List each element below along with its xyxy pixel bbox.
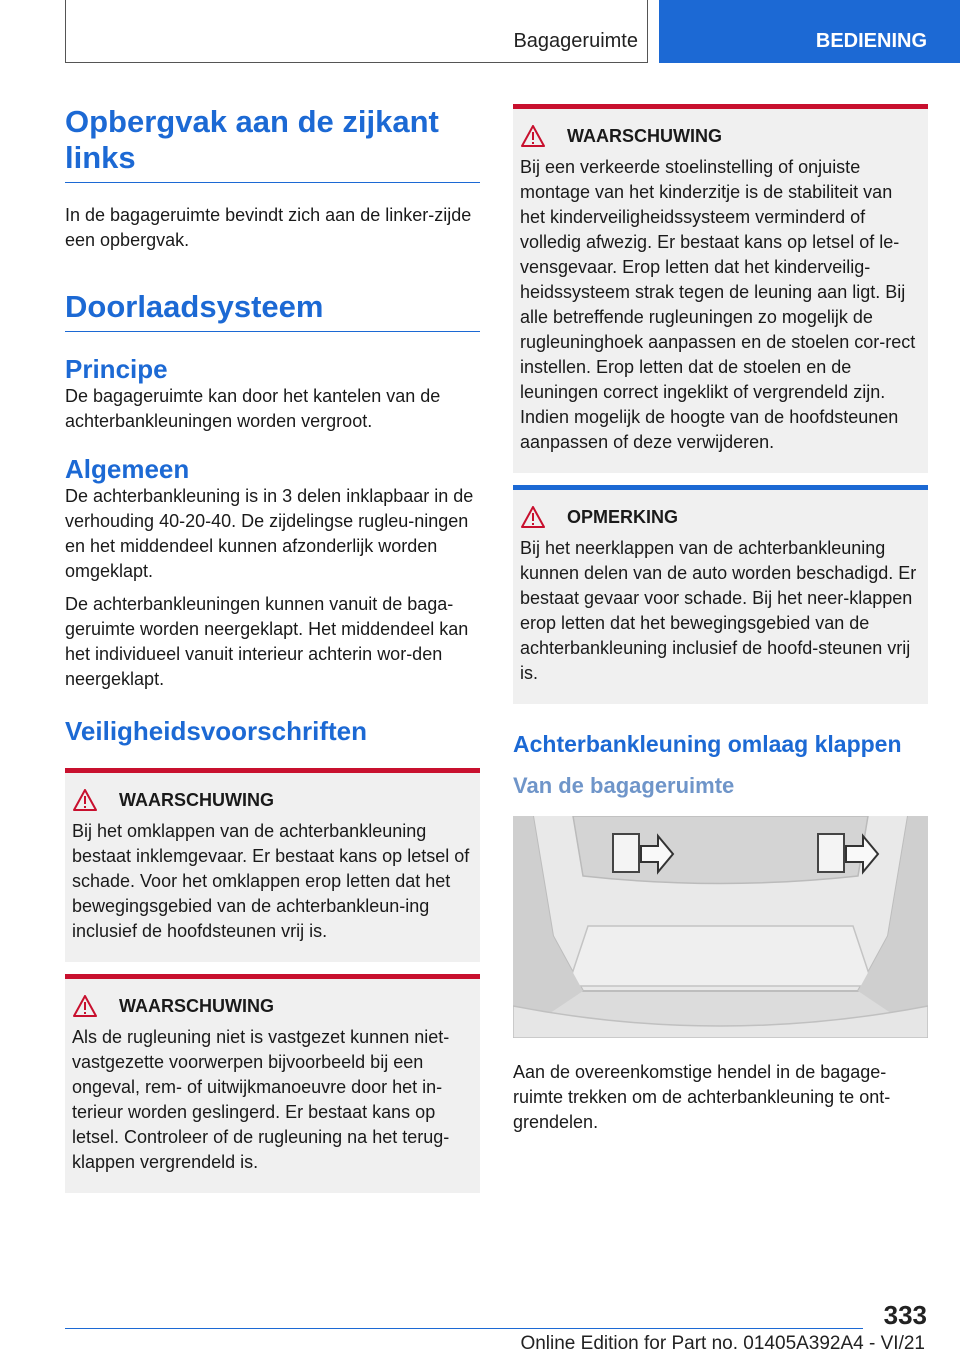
note-box-1-title — [520, 504, 921, 530]
trunk-drawing — [513, 816, 928, 1038]
note-box-1-label: OPMERKING — [567, 507, 679, 527]
paragraph-fold-instructions: Aan de overeenkomstige hendel in de bagage-ruimte trekken om de achterbankleuning te ont-grendelen. — [513, 1062, 891, 1132]
page-number: 333 — [883, 1300, 927, 1330]
paragraph-storage: In de bagageruimte bevindt zich aan de linker-zijde een opbergvak. — [65, 205, 472, 250]
warning-box-3-title — [520, 123, 921, 149]
header-chapter-tab[interactable]: BEDIENING — [659, 0, 960, 63]
paragraph-general-2: De achterbankleuningen kunnen vanuit de baga-geruimte worden neergeklapt. Het middendeel kan het individueel vanuit interieur achterin wor-den neergeklapt. — [65, 594, 469, 689]
warning-box-3-text: Bij een verkeerde stoelinstelling of onjuiste montage van het kinderzitje is de stabiliteit van het kinderveiligheidssysteem verminderd of volledig afwezig. Er bestaat kans op letsel of le-vensgevaar. Erop letten dat het kinderveilig-heidssysteem strak tegen de leuning aan ligt. Bij alle betreffende rugleuningen zo mogelijk de rugleuninghoek aanpassen en de stoelen cor-rect instellen. Erop letten dat de stoelen en de leuningen correct ingeklikt of vergrendeld zijn. Indien mogelijk de hoogte van de hoofdsteunen aanpassen of deze verwijderen. — [520, 157, 916, 452]
heading-fold-backrest: Achterbankleuning omlaag klappen — [513, 731, 902, 757]
note-box-1 — [513, 485, 928, 704]
warning-box-2-title — [72, 993, 473, 1019]
footer-divider — [65, 1328, 863, 1329]
warning-triangle-icon — [73, 995, 97, 1017]
warning-box-3-label: WAARSCHUWING — [567, 126, 722, 146]
warning-triangle-icon — [73, 789, 97, 811]
heading-storage-compartment: Opbergvak aan de zijkant links — [65, 104, 480, 183]
heading-principle: Principe — [65, 354, 168, 384]
trunk-illustration — [513, 816, 928, 1038]
heading-safety: Veiligheidsvoorschriften — [65, 716, 367, 746]
warning-box-2-label: WAARSCHUWING — [119, 996, 274, 1016]
right-column — [513, 104, 928, 1135]
footer-edition: Online Edition for Part no. 01405A392A4 - VI/21 — [520, 1333, 925, 1354]
note-box-1-text: Bij het neerklappen van de achterbankleuning kunnen delen van de auto worden beschadigd. Er bestaat gevaar voor schade. Bij het neer-klappen erop letten dat het bewegingsgebied van de achterbankleuning inclusief de hoofd-steunen vrij is. — [520, 538, 917, 683]
left-column — [65, 104, 480, 1193]
heading-throughload-system: Doorlaadsysteem — [65, 289, 480, 332]
heading-general: Algemeen — [65, 454, 190, 484]
header-section-title: Bagageruimte — [513, 30, 638, 52]
warning-box-2 — [65, 974, 480, 1193]
heading-from-trunk: Van de bagageruimte — [513, 773, 735, 798]
warning-box-1-label: WAARSCHUWING — [119, 790, 274, 810]
warning-box-3 — [513, 104, 928, 473]
warning-box-1-text: Bij het omklappen van de achterbankleuning bestaat inklemgevaar. Er bestaat kans op letsel of schade. Voor het omklappen erop letten dat het bewegingsgebied van de achterbankleun-ing inclusief de hoofdsteunen vrij is. — [72, 821, 470, 941]
warning-box-1 — [65, 768, 480, 962]
warning-triangle-icon — [521, 125, 545, 147]
warning-box-2-text: Als de rugleuning niet is vastgezet kunnen niet-vastgezette voorwerpen bijvoorbeeld bij een ongeval, rem- of uitwijkmanoeuvre door het in-terieur worden geslingerd. Er bestaat kans op letsel. Controleer of de rugleuning na het terug-klappen vergrendeld is. — [72, 1027, 450, 1172]
paragraph-general-1: De achterbankleuning is in 3 delen inklapbaar in de verhouding 40-20-40. De zijdelingse rugleu-ningen en het middendeel kunnen afzonderlijk worden omgeklapt. — [65, 486, 474, 581]
notice-triangle-icon — [521, 506, 545, 528]
warning-box-1-title — [72, 787, 473, 813]
paragraph-principle: De bagageruimte kan door het kantelen van de achterbankleuningen worden vergroot. — [65, 386, 441, 431]
